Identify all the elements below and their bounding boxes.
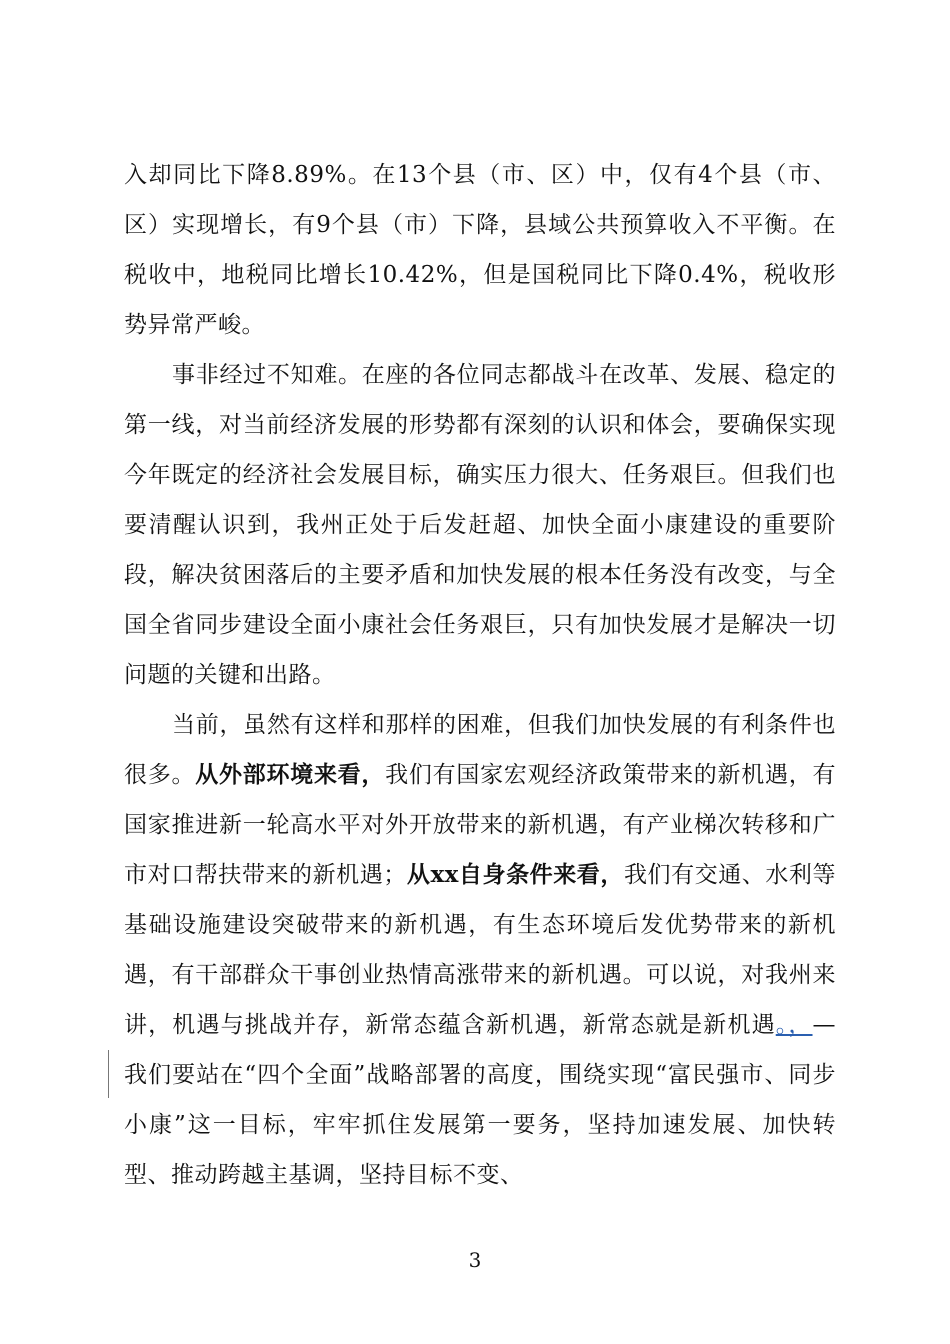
paragraph-text: 当前，虽然有这样和那样的困难，但我们加快发展的有利条件也很多。 [124,712,836,788]
tracked-change-mark: 。， [775,1012,813,1038]
revision-change-bar [108,1050,109,1098]
paragraph-text: 事非经过不知难。在座的各位同志都战斗在改革、发展、稳定的第一线，对当前经济发展的形势都有深刻的认识和体会，要确保实现今年既定的经济社会发展目标，确实压力很大、任务艰巨。但我们也要清醒认识到，我州正处于后发赶超、加快全面小康建设的重要阶段，解决贫困落后的主要矛盾和加快发展的根本任务没有改变，与全国全省同步建设全面小康社会任务艰巨，只有加快发展才是解决一切问题的关键和出路。 [124,362,836,688]
paragraph [124,350,836,700]
bold-heading-phrase: 从外部环境来看， [195,761,386,788]
bold-heading-phrase: 从xx自身条件来看， [406,861,624,888]
paragraph [124,700,836,1200]
document-body [124,150,836,1200]
paragraph-text: 入却同比下降8.89%。在13个县（市、区）中，仅有4个县（市、区）实现增长，有9个县（市）下降，县域公共预算收入不平衡。在税收中，地税同比增长10.42%，但是国税同比下降0.4%，税收形势异常严峻。 [124,162,836,338]
page-number: 3 [468,1248,482,1272]
paragraph-text: —我们要站在“四个全面”战略部署的高度，围绕实现“富民强市、同步小康”这一目标，牢牢抓住发展第一要务，坚持加速发展、加快转型、推动跨越主基调，坚持目标不变、 [124,1012,837,1188]
paragraph [124,150,836,350]
paragraph-text: 我们有交通、水利等基础设施建设突破带来的新机遇，有生态环境后发优势带来的新机遇，有干部群众干事创业热情高涨带来的新机遇。可以说，对我州来讲，机遇与挑战并存，新常态蕴含新机遇，新常态就是新机遇 [124,862,837,1038]
paragraph-text: 我们有国家宏观经济政策带来的新机遇，有国家推进新一轮高水平对外开放带来的新机遇，有产业梯次转移和广市对口帮扶带来的新机遇； [124,762,837,888]
